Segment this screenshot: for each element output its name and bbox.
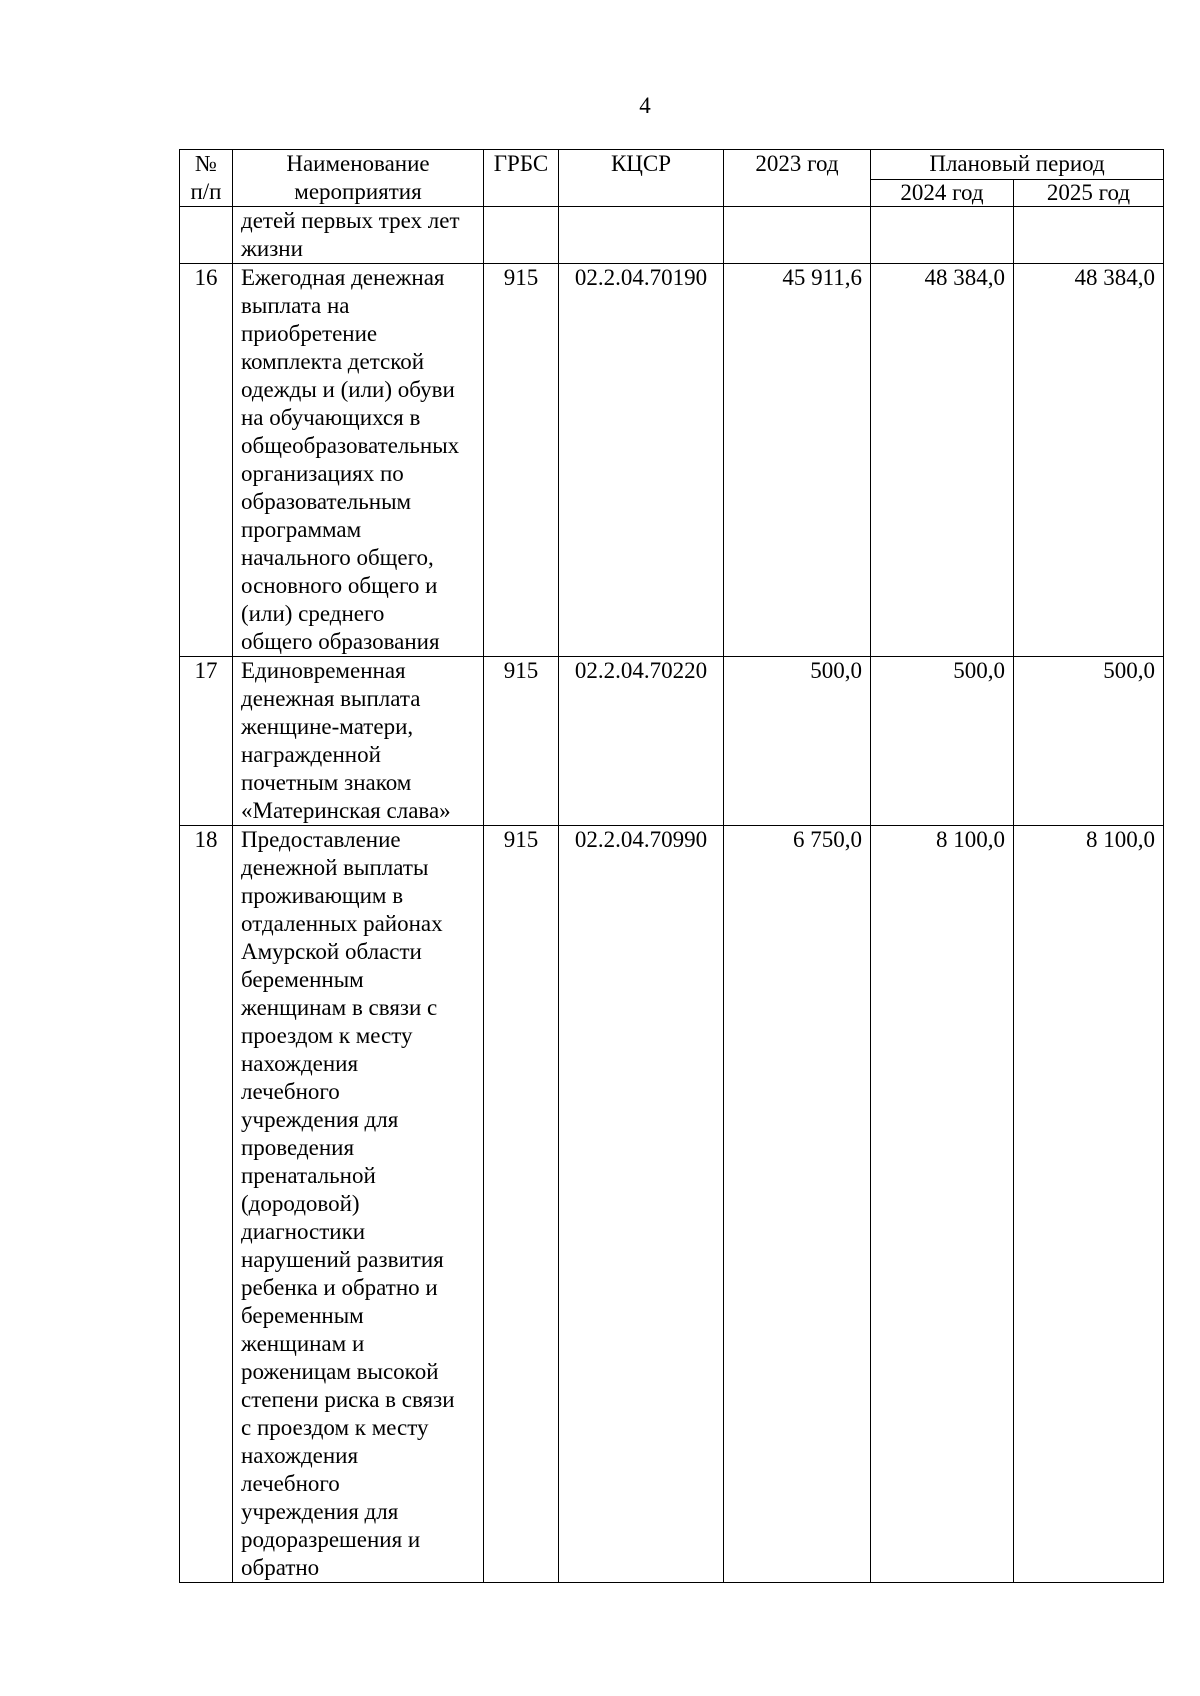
row-name-line: пренатальной xyxy=(241,1163,376,1188)
row-grbs: 915 xyxy=(484,826,559,1583)
row-name-line: общеобразовательных xyxy=(241,433,460,458)
row-number: 18 xyxy=(180,826,233,1583)
row-name-line: женщине-матери, xyxy=(241,714,414,739)
row-name-line: родоразрешения и xyxy=(241,1527,421,1552)
row-name-line: на обучающихся в xyxy=(241,405,421,430)
row-name-line: ребенка и обратно и xyxy=(241,1275,438,1300)
row-kcsr xyxy=(559,207,724,264)
row-name-line: почетным знаком xyxy=(241,770,412,795)
row-name-line: Ежегодная денежная xyxy=(241,265,445,290)
row-name-line: одежды и (или) обуви xyxy=(241,377,455,402)
row-name-line: образовательным xyxy=(241,489,412,514)
row-name-line: беременным xyxy=(241,967,364,992)
row-name-line: «Материнская слава» xyxy=(241,798,451,823)
row-grbs: 915 xyxy=(484,657,559,826)
table-body xyxy=(180,207,1164,1583)
page-number: 4 xyxy=(639,93,651,118)
header-name-line2: мероприятия xyxy=(294,179,422,204)
row-name-line: общего образования xyxy=(241,629,440,654)
row-name-line: проживающим в xyxy=(241,883,404,908)
row-year-2023: 45 911,6 xyxy=(724,264,871,657)
row-name-line: жизни xyxy=(241,236,303,261)
row-year-2025: 8 100,0 xyxy=(1014,826,1164,1583)
row-kcsr: 02.2.04.70190 xyxy=(559,264,724,657)
row-name-line: с проездом к месту xyxy=(241,1415,429,1440)
row-name-line: степени риска в связи xyxy=(241,1387,455,1412)
row-name-line: женщинам и xyxy=(241,1331,365,1356)
row-kcsr: 02.2.04.70220 xyxy=(559,657,724,826)
row-name-line: организациях по xyxy=(241,461,404,486)
row-name-line: учреждения для xyxy=(241,1107,399,1132)
row-year-2025: 500,0 xyxy=(1014,657,1164,826)
row-name-line: награжденной xyxy=(241,742,381,767)
row-number: 17 xyxy=(180,657,233,826)
row-name-line: лечебного xyxy=(241,1079,340,1104)
row-name-line: роженицам высокой xyxy=(241,1359,439,1384)
header-num-line2: п/п xyxy=(190,179,222,204)
row-number: 16 xyxy=(180,264,233,657)
row-name-line: беременным xyxy=(241,1303,364,1328)
row-kcsr: 02.2.04.70990 xyxy=(559,826,724,1583)
row-name-line: лечебного xyxy=(241,1471,340,1496)
row-name-line: приобретение xyxy=(241,321,378,346)
table-row xyxy=(180,826,1164,1583)
row-name xyxy=(233,264,484,657)
row-name-line: выплата на xyxy=(241,293,350,318)
row-name-line: (или) среднего xyxy=(241,601,385,626)
table-row xyxy=(180,264,1164,657)
row-year-2024: 500,0 xyxy=(871,657,1014,826)
row-name-line: нахождения xyxy=(241,1051,359,1076)
row-name-line: нарушений развития xyxy=(241,1247,444,1272)
row-name-line: основного общего и xyxy=(241,573,438,598)
header-year-2024: 2024 год xyxy=(871,179,1014,206)
row-number xyxy=(180,207,233,264)
row-name-line: учреждения для xyxy=(241,1499,399,1524)
row-name-line: начального общего, xyxy=(241,545,434,570)
header-year-2025: 2025 год xyxy=(1014,179,1164,206)
row-year-2025: 48 384,0 xyxy=(1014,264,1164,657)
row-name-line: отдаленных районах xyxy=(241,911,443,936)
row-year-2023: 6 750,0 xyxy=(724,826,871,1583)
row-year-2025 xyxy=(1014,207,1164,264)
row-name-line: женщинам в связи с xyxy=(241,995,438,1020)
row-name-line: нахождения xyxy=(241,1443,359,1468)
budget-table xyxy=(179,149,1164,1583)
header-year-2023: 2023 год xyxy=(724,150,871,207)
header-num-line1: № xyxy=(195,151,217,176)
header-row-1 xyxy=(180,150,1164,180)
row-name xyxy=(233,207,484,264)
row-year-2024: 8 100,0 xyxy=(871,826,1014,1583)
row-name-line: денежная выплата xyxy=(241,686,421,711)
row-name xyxy=(233,826,484,1583)
table-row xyxy=(180,207,1164,264)
table-row xyxy=(180,657,1164,826)
row-year-2023: 500,0 xyxy=(724,657,871,826)
row-name-line: обратно xyxy=(241,1555,320,1580)
row-name-line: комплекта детской xyxy=(241,349,425,374)
header-kcsr: КЦСР xyxy=(559,150,724,207)
row-name-line: Единовременная xyxy=(241,658,406,683)
row-year-2023 xyxy=(724,207,871,264)
row-name-line: детей первых трех лет xyxy=(241,208,460,233)
row-name-line: проведения xyxy=(241,1135,355,1160)
row-name-line: Предоставление xyxy=(241,827,401,852)
header-name-line1: Наименование xyxy=(286,151,430,176)
row-year-2024: 48 384,0 xyxy=(871,264,1014,657)
row-name-line: денежной выплаты xyxy=(241,855,429,880)
header-num xyxy=(180,150,233,207)
row-name-line: программам xyxy=(241,517,362,542)
row-grbs: 915 xyxy=(484,264,559,657)
row-name-line: Амурской области xyxy=(241,939,422,964)
row-name-line: проездом к месту xyxy=(241,1023,413,1048)
header-planned-period: Плановый период xyxy=(871,150,1164,180)
row-name-line: диагностики xyxy=(241,1219,366,1244)
row-year-2024 xyxy=(871,207,1014,264)
header-grbs: ГРБС xyxy=(484,150,559,207)
row-name xyxy=(233,657,484,826)
header-name xyxy=(233,150,484,207)
row-name-line: (дородовой) xyxy=(241,1191,360,1216)
row-grbs xyxy=(484,207,559,264)
